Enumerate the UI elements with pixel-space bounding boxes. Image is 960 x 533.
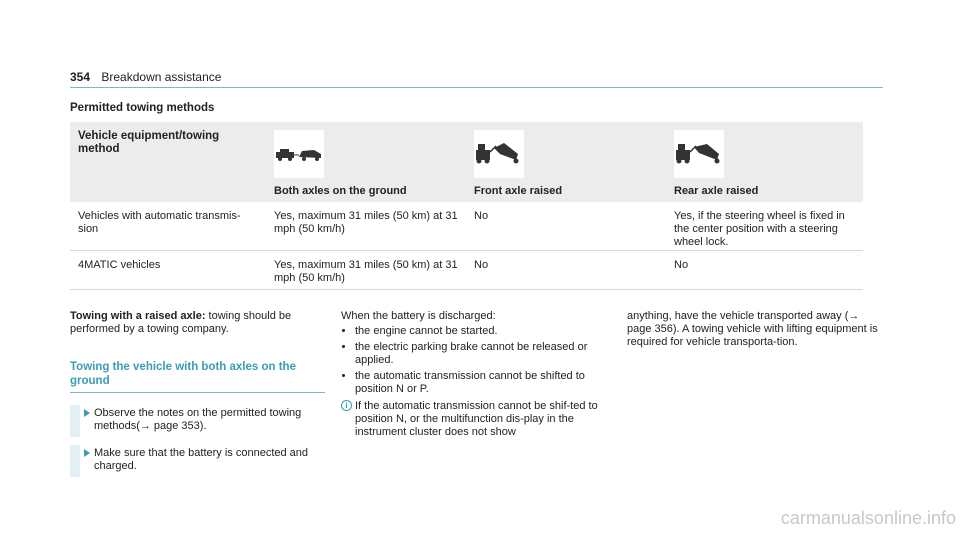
- note-text: If the automatic transmission cannot be shif-ted to position N, or the multifunction dis-play in the instrument cluster does not show: [355, 400, 598, 438]
- header-divider: [70, 87, 883, 88]
- cell-rear-raised: No: [674, 259, 689, 271]
- raised-axle-paragraph: [70, 310, 325, 336]
- battery-intro: When the battery is discharged:: [341, 310, 496, 322]
- both-axles-tow-icon: [274, 130, 324, 178]
- page-header: [70, 70, 221, 84]
- column-middle: [341, 310, 603, 439]
- page-number: 354: [70, 70, 91, 84]
- header-both-axles: [266, 122, 466, 202]
- battery-consequences-list: [341, 325, 603, 396]
- label-both-axles: Both axles on the ground: [274, 185, 407, 197]
- step-text: Observe the notes on the permitted towing methods(→ page 353).: [94, 407, 302, 432]
- column-left: [70, 310, 325, 473]
- table-header-row: [70, 122, 863, 202]
- cell-front-raised: No: [474, 210, 489, 222]
- transport-paragraph: anything, have the vehicle transported away (→ page 356). A towing vehicle with lifting equipment is required for vehicle transporta-tion.: [627, 310, 878, 348]
- cell-equipment: Vehicles with automatic transmis-sion: [78, 210, 241, 235]
- section-title: Breakdown assistance: [101, 70, 222, 84]
- header-front-raised: [466, 122, 666, 202]
- label-rear-raised: Rear axle raised: [674, 185, 759, 197]
- raised-axle-text: towing should be performed by a towing company.: [70, 310, 292, 335]
- header-equipment: Vehicle equipment/towing method: [78, 130, 220, 155]
- cell-both-axles: Yes, maximum 31 miles (50 km) at 31 mph (50 km/h): [274, 259, 458, 284]
- step-bar: [70, 445, 80, 477]
- table-row: [70, 202, 863, 251]
- info-icon: i: [341, 400, 352, 411]
- list-item: • the automatic transmission cannot be shifted to position N or P.: [355, 370, 603, 396]
- list-item: • the electric parking brake cannot be released or applied.: [355, 341, 603, 367]
- column-right: [627, 310, 883, 349]
- raised-axle-lead: Towing with a raised axle:: [70, 310, 206, 322]
- towing-methods-table: [70, 122, 863, 290]
- header-rear-raised: [666, 122, 863, 202]
- section-divider: [70, 392, 325, 393]
- rear-raised-tow-icon: [674, 130, 724, 178]
- cell-both-axles: Yes, maximum 31 miles (50 km) at 31 mph (50 km/h): [274, 210, 458, 235]
- list-item: • the engine cannot be started.: [355, 325, 603, 338]
- table-title: Permitted towing methods: [70, 102, 215, 114]
- section-heading: Towing the vehicle with both axles on the ground: [70, 361, 296, 387]
- step-bar: [70, 405, 80, 437]
- watermark-text: carmanualsonline.info: [780, 508, 956, 528]
- instruction-step: [70, 447, 325, 473]
- label-front-raised: Front axle raised: [474, 185, 563, 197]
- instruction-step: [70, 407, 325, 433]
- front-raised-tow-icon: [474, 130, 524, 178]
- cell-rear-raised: Yes, if the steering wheel is fixed in the center position with a steering wheel lock.: [674, 210, 845, 248]
- cell-front-raised: No: [474, 259, 489, 271]
- info-note: [341, 400, 603, 439]
- table-row: [70, 251, 863, 290]
- cell-equipment: 4MATIC vehicles: [78, 259, 161, 271]
- step-text: Make sure that the battery is connected and charged.: [94, 447, 309, 472]
- step-arrow-icon: [84, 449, 90, 457]
- step-arrow-icon: [84, 409, 90, 417]
